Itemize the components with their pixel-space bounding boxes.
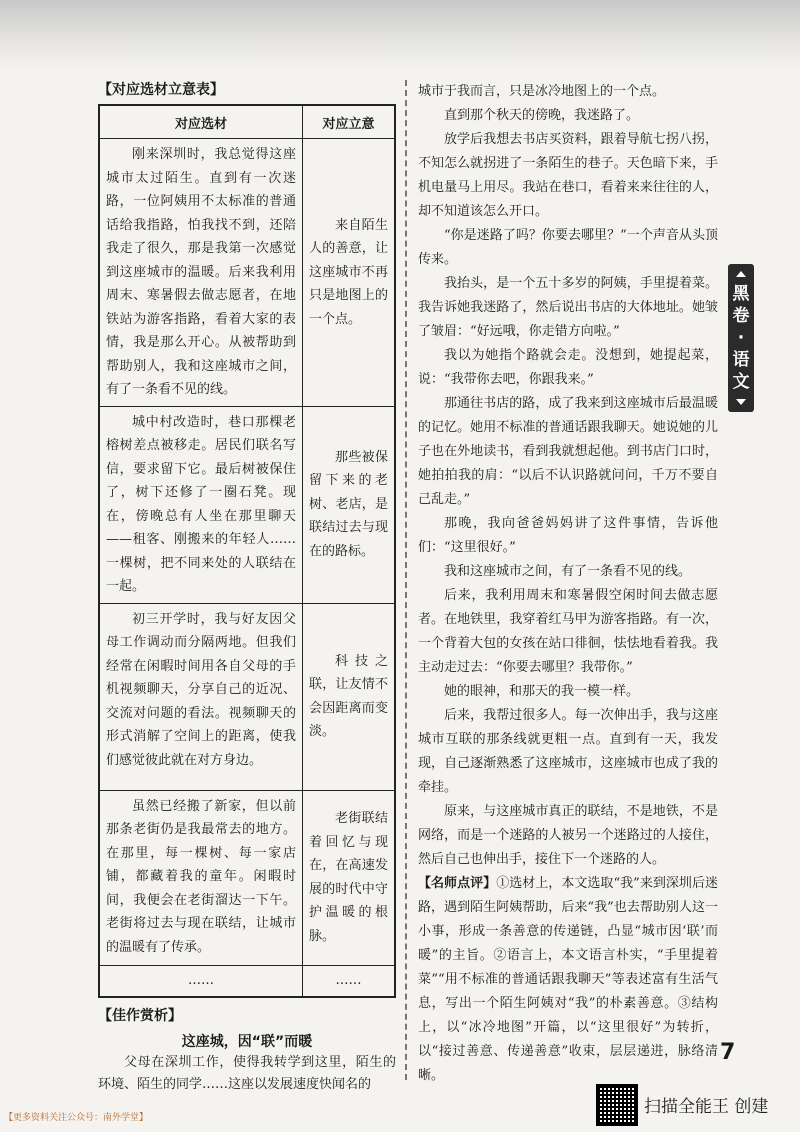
right-column [418,80,718,1088]
essay-paragraph: 那通往书店的路，成了我来到这座城市后最温暖的记忆。她用不标准的普通话跟我聊天。她说她的儿子也在外地读书，看到我就想起他。到书店门口时，她拍拍我的肩：“以后不认识路就问问，千万不要自己乱走。” [418,396,718,507]
column-divider [405,80,407,1080]
footer-note: 【更多资料关注公众号：南外学堂】 [4,1113,149,1123]
appreciation-title: 【佳作赏析】 [98,1007,182,1024]
essay-title: 这座城，因“联”而暖 [181,1033,313,1050]
table-cell-idea: 老街联结着回忆与现在，在高速发展的时代中守护温暖的根脉。 [303,790,396,965]
teacher-comment-text: ①选材上，本文选取“我”来到深圳后迷路，遇到陌生阿姨帮助，后来“我”也去帮助别人这一小事，形成一条善意的传递链，凸显“城市因‘联’而暖”的主旨。②语言上，本文语言朴实，“手里提着菜”“用不标准的普通话跟我聊天”等表述富有生活气息，写出一个陌生阿姨对“我”的朴素善意。③结构上，以“冰冷地图”开篇，以“这里很好”为转折，以“接过善意、传递善意”收束，层层递进，脉络清晰。 [418,876,718,1083]
side-tab-char: · [737,328,745,348]
essay-paragraph: 原来，与这座城市真正的联结，不是地铁，不是网络，而是一个迷路的人被另一个迷路过的人接住，然后自己也伸出手，接住下一个迷路的人。 [418,804,718,867]
table-cell-material: 刚来深圳时，我总觉得这座城市太过陌生。直到有一次迷路，一位阿姨用不太标准的普通话给我指路，怕我找不到，还陪我走了很久，那是我第一次感觉到这座城市的温暖。后来我利用周末、寒暑假去做志愿者，在地铁站为游客指路，看着大家的表情，我是那么开心。从被帮助到帮助别人，我和这座城市之间，有了一条看不见的线。 [99,139,303,407]
side-tab-char: 黑 [732,284,750,304]
side-tab-char: 文 [732,372,750,392]
table-row [99,603,395,790]
essay-paragraph: 父母在深圳工作，使得我转学到这里，陌生的环境、陌生的同学……这座以发展速度快闻名的 [98,1054,396,1092]
essay-paragraph: 后来，我利用周末和寒暑假空闲时间去做志愿者。在地铁里，我穿着红马甲为游客指路。有一次，一个背着大包的女孩在站口徘徊，怯怯地看着我。我主动走过去：“你要去哪里？我带你。” [418,588,718,675]
triangle-up-icon [736,271,746,277]
side-tab-char: 卷 [732,306,750,326]
table-header-material: 对应选材 [99,105,303,139]
table-cell-material: 城中村改造时，巷口那棵老榕树差点被移走。居民们联名写信，要求留下它。最后树被保住了，树下还修了一圈石凳。现在，傍晚总有人坐在那里聊天——租客、刚搬来的年轻人……一棵树，把不同来处的人联结在一起。 [99,406,303,603]
essay-paragraph: 直到那个秋天的傍晚，我迷路了。 [444,108,640,123]
subject-side-tab [728,264,754,412]
table-row [99,406,395,603]
essay-paragraph: 后来，我帮过很多人。每一次伸出手，我与这座城市互联的那条线就更粗一点。直到有一天，我发现，自己逐渐熟悉了这座城市，这座城市也成了我的牵挂。 [418,708,718,795]
table-row [99,790,395,965]
top-shadow-band [0,0,800,70]
material-idea-table [98,104,396,998]
table-section-title: 【对应选材立意表】 [98,82,224,98]
table-cell-idea: 那些被保留下来的老树、老店，是联结过去与现在的路标。 [303,406,396,603]
essay-paragraph: 我抬头，是一个五十多岁的阿姨，手里提着菜。我告诉她我迷路了，然后说出书店的大体地址。她皱了皱眉：“好远哦，你走错方向啦。” [418,276,718,339]
table-cell-material: 初三开学时，我与好友因父母工作调动而分隔两地。但我们经常在闲暇时间用各自父母的手机视频聊天，分享自己的近况、交流对问题的看法。视频聊天的形式消解了空间上的距离，使我们感觉彼此就在对方身边。 [99,603,303,790]
table-row-ellipsis [99,965,395,997]
qr-code-icon [598,1086,636,1124]
table-cell-idea: 来自陌生人的善意，让这座城市不再只是地图上的一个点。 [303,139,396,407]
essay-paragraph: 那晚，我向爸爸妈妈讲了这件事情，告诉他们：“这里很好。” [418,516,718,555]
table-cell-material: 虽然已经搬了新家，但以前那条老街仍是我最常去的地方。在那里，每一棵树、每一家店铺，都藏着我的童年。闲暇时间，我便会在老街溜达一下午。老街将过去与现在联结，让城市的温暖有了传承。 [99,790,303,965]
table-cell-idea: 科技之联，让友情不会因距离而变淡。 [303,603,396,790]
essay-paragraph-continued: 城市于我而言，只是冰冷地图上的一个点。 [418,84,666,99]
essay-paragraph: 放学后我想去书店买资料，跟着导航七拐八拐，不知怎么就拐进了一条陌生的巷子。天色暗下来，手机电量马上用尽。我站在巷口，看着来来往往的人，却不知道该怎么开口。 [418,132,718,219]
table-ellipsis: …… [303,965,396,997]
table-ellipsis: …… [99,965,303,997]
side-tab-char: 语 [732,350,750,370]
teacher-comment-label: 【名师点评】 [418,876,497,891]
triangle-down-icon [736,399,746,405]
teacher-comment [418,872,718,1088]
table-row [99,139,395,407]
left-column [98,80,396,1096]
essay-paragraph: 我和这座城市之间，有了一条看不见的线。 [444,564,692,579]
essay-paragraph: 她的眼神，和那天的我一模一样。 [444,684,640,699]
scanner-watermark: 扫描全能王 创建 [644,1097,769,1117]
essay-paragraph: 我以为她指个路就会走。没想到，她提起菜，说：“我带你去吧，你跟我来。” [418,348,718,387]
page-number: 7 [720,1040,736,1065]
essay-paragraph: “你是迷路了吗？你要去哪里？”一个声音从头顶传来。 [418,228,718,267]
table-header-idea: 对应立意 [303,105,396,139]
